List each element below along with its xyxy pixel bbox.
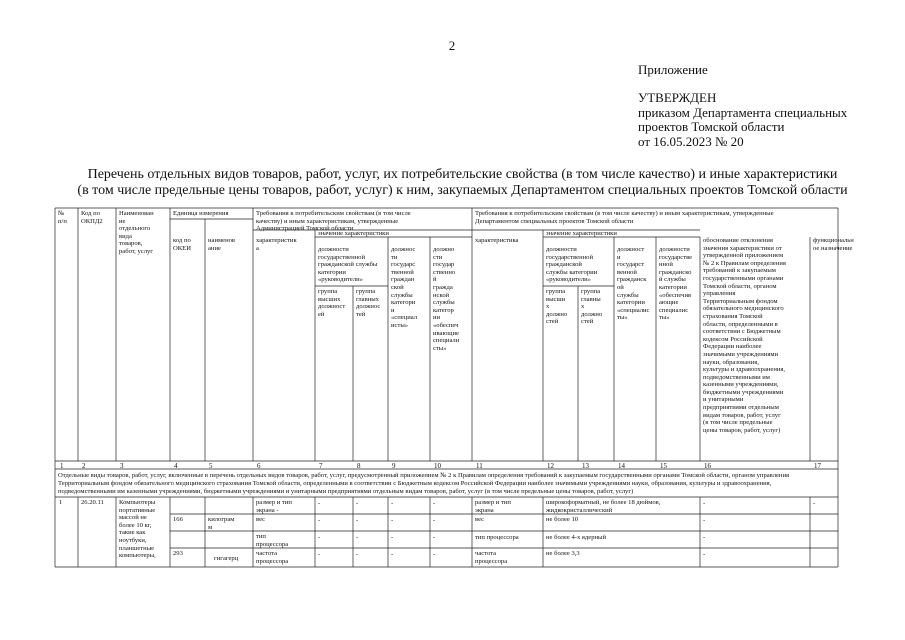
header-right-group: Требования к потребительским свойствам (в том числе качеству) и иным характеристикам, утвержденные Департаментом специальных проектов Томской области	[475, 210, 774, 225]
col-number: 9	[392, 462, 396, 470]
col-number: 15	[660, 462, 667, 470]
header-right-senior: группа высши х должно стей	[546, 288, 568, 326]
header-unit-group: Единица измерения	[173, 210, 229, 217]
row1-value: -	[356, 551, 359, 558]
header-right-support: должности государстве нной гражданско й службы категории «обеспечив ающие специалис ты»	[659, 246, 693, 322]
header-right-specialists: должност и государст венной гражданск ой службы категории «специалис ты»	[617, 246, 650, 322]
row1-value: -	[391, 551, 394, 558]
row1-char: тип процессора	[256, 533, 289, 548]
row1-okpd2: 26.20.11	[81, 499, 104, 506]
header-left-managers: должности государственной гражданской службы категории «руководители»	[318, 246, 378, 284]
header-right-characteristic: характеристика	[475, 237, 519, 244]
col-number: 14	[618, 462, 625, 470]
col-number: 17	[814, 462, 821, 470]
row1-okei: 293	[173, 550, 183, 557]
approval-line-2: приказом Департамента специальных	[638, 104, 848, 120]
note-row: Отдельные виды товаров, работ, услуг, включенные в перечень отдельных видов товаров, работ, услуг, предусмотренный приложением № 2 к Правилам определения требований к закупаемым государственными органами Томской области, органом управления Территориальным фондом обязательного медицинского страхования Томской области, определенными в соответствии с Бюджетным кодексом Российской Федерации наиболее значимыми учреждениями науки, образования, культуры и здравоохранения, подведомственными им казенными учреждениями, бюджетными учреждениями и унитарными предприятиями отдельным видам товаров, работ, услуг (в том числе предельные цены товаров, работ, услуг)	[58, 472, 790, 496]
header-item-name: Наименован ие отдельного вида товаров, работ, услуг	[119, 210, 154, 255]
col-number: 16	[704, 462, 711, 470]
header-left-characteristic: характеристик а	[256, 237, 297, 252]
header-left-group: Требования к потребительским свойствам (в том числе качеству) и иным характеристикам, утвержденные Администрацией Томской области	[256, 210, 411, 233]
header-left-specialists: должнос ти государс твенной граждан ской службы категори и «специал исты»	[391, 246, 418, 329]
header-row-number: № п/п	[58, 210, 67, 225]
header-purpose: функциональн ое назначение	[813, 237, 854, 252]
row1-justification: -	[703, 551, 706, 558]
annex-label: Приложение	[638, 62, 708, 77]
header-right-managers: должности государственной гражданской службы категории «руководители»	[546, 246, 598, 284]
row1-justification: -	[703, 534, 706, 541]
row1-value: -	[433, 551, 436, 558]
col-number: 1	[60, 462, 64, 470]
approval-line-3: проектов Томской области	[638, 119, 785, 134]
header-okpd2: Код по ОКПД2	[81, 210, 103, 225]
row1-unit: гигагерц	[214, 555, 239, 562]
row1-char: вес	[256, 516, 266, 523]
row1-char-dept: тип процессора	[475, 534, 519, 541]
row1-unit: килограм м	[208, 516, 235, 531]
row1-justification: -	[703, 500, 706, 507]
col-number: 8	[357, 462, 361, 470]
row1-value: -	[391, 517, 394, 524]
row1-value: -	[391, 500, 394, 507]
row1-value: -	[356, 517, 359, 524]
row1-value: -	[318, 551, 321, 558]
header-right-values: значение характеристики	[546, 230, 617, 237]
col-number: 6	[257, 462, 261, 470]
col-number: 10	[434, 462, 441, 470]
col-number: 13	[582, 462, 589, 470]
row1-char: частота процессора	[256, 550, 289, 565]
row1-value: -	[356, 500, 359, 507]
col-number: 12	[547, 462, 554, 470]
col-number: 5	[209, 462, 213, 470]
approval-line-1: УТВЕРЖДЕН	[638, 90, 717, 105]
document-title-line-1: Перечень отдельных видов товаров, работ, услуг, их потребительские свойства (в том числе качество) и иные характеристики	[87, 167, 838, 182]
row1-value-dept: не более 10	[546, 516, 579, 523]
header-right-chief: группа главны х должно стей	[581, 288, 603, 326]
document-title-line-2: (в том числе предельные цены товаров, работ, услуг) к ним, закупаемых Департаментом специальных проектов Томской области	[77, 183, 848, 198]
approval-line-4: от 16.05.2023 № 20	[638, 133, 744, 149]
row1-value: -	[433, 534, 436, 541]
header-unit-name: наименов ание	[208, 237, 236, 252]
row1-value: -	[433, 500, 436, 507]
header-left-senior: группа высших должност ей	[318, 288, 346, 318]
header-left-support: должно сти государ ственно й гражда нской службы категор ии «обеспеч ивающие специали сты»	[433, 246, 460, 352]
row1-value-dept: не более 4-х ядерный	[546, 534, 606, 541]
row1-item-name: Компьютеры портативные массой не более 10 кг, такие как ноутбуки, планшетные компьютеры,	[119, 499, 156, 560]
row1-okei: 166	[173, 516, 183, 523]
row1-value: -	[318, 517, 321, 524]
col-number: 3	[120, 462, 124, 470]
col-number: 2	[82, 462, 86, 470]
row1-justification: -	[703, 517, 706, 524]
col-number: 7	[319, 462, 323, 470]
row1-value: -	[318, 534, 321, 541]
row1-value: -	[318, 500, 321, 507]
page-number: 2	[448, 38, 456, 53]
row1-purpose: -	[813, 500, 816, 507]
col-number: 4	[174, 462, 178, 470]
row1-number: 1	[59, 499, 63, 506]
row1-char: размер и тип экрана -	[256, 499, 292, 514]
header-left-chief: группа главных должнос тей	[356, 288, 381, 318]
header-left-values: значение характеристики	[318, 230, 389, 237]
row1-value: -	[356, 534, 359, 541]
row1-value-dept: не более 3,3	[546, 550, 580, 557]
row1-char-dept: частота процессора	[475, 550, 508, 565]
header-deviation-justification: обоснование отклонения значения характеристики от утвержденной приложением № 2 к Правилам определения требований к закупаемым государственными органами Томской области, органом управления Территориальным фондом обязательного медицинского страхования Томской области, определенными в соответствии с Бюджетным кодексом Российской Федерации наиболее значимыми учреждениями науки, образования, культуры и здравоохранения, подведомственными им казенными учреждениями, бюджетными учреждениями и унитарными предприятиями отдельным видам товаров, работ, услуг (в том числе предельные цены товаров, работ, услуг)	[703, 237, 786, 434]
row1-char-dept: вес	[475, 516, 485, 523]
header-okei-code: код по ОКЕИ	[173, 237, 191, 252]
row1-value: -	[433, 517, 436, 524]
row1-char-dept: размер и тип экрана	[475, 499, 511, 514]
row1-value-dept: широкоформатный, не более 18 дюймов, жидкокристаллический	[546, 499, 661, 514]
col-number: 11	[476, 462, 483, 470]
row1-value: -	[391, 534, 394, 541]
